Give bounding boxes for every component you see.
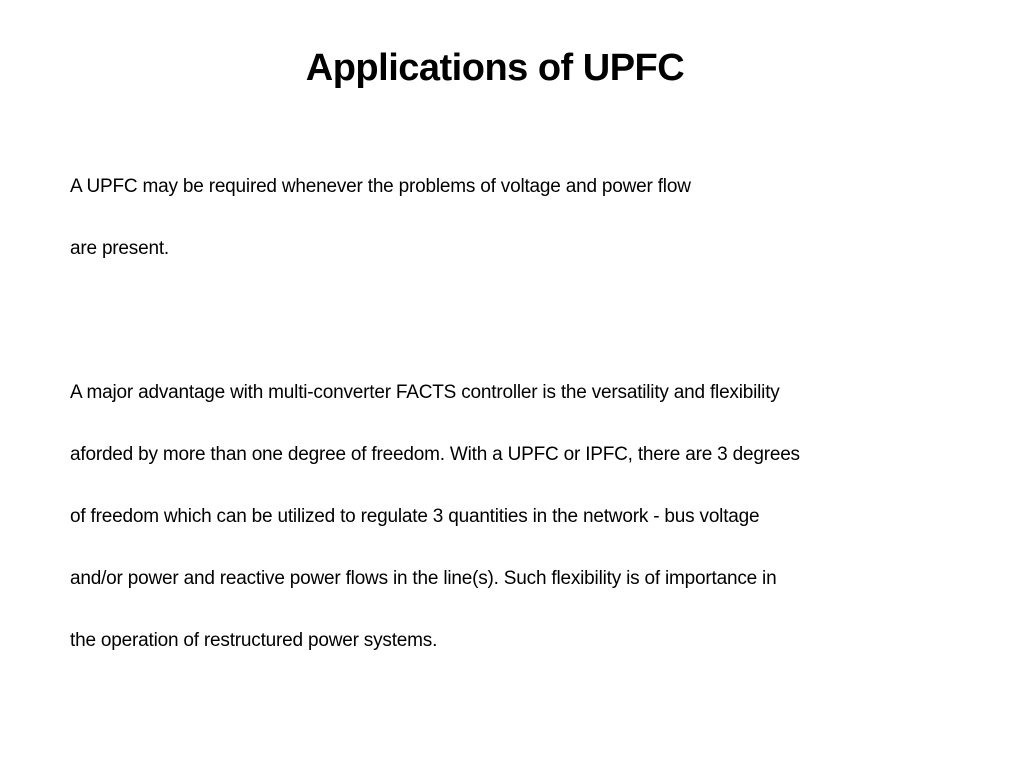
paragraph-line: of freedom which can be utilized to regulate 3 quantities in the network - bus voltage: [70, 506, 760, 527]
paragraph-line: aforded by more than one degree of freedom. With a UPFC or IPFC, there are 3 degrees: [70, 444, 800, 465]
slide-title: Applications of UPFC: [305, 47, 685, 89]
paragraph-upfc-requirement: [70, 175, 1000, 299]
paragraph-line: A UPFC may be required whenever the problems of voltage and power flow: [70, 176, 691, 197]
paragraph-facts-advantage: [70, 381, 1000, 691]
paragraph-line: are present.: [70, 238, 169, 259]
paragraph-line: the operation of restructured power systems.: [70, 630, 438, 651]
paragraph-line: A major advantage with multi-converter FACTS controller is the versatility and flexibility: [70, 382, 780, 403]
paragraph-line: and/or power and reactive power flows in the line(s). Such flexibility is of importance in: [70, 568, 777, 589]
